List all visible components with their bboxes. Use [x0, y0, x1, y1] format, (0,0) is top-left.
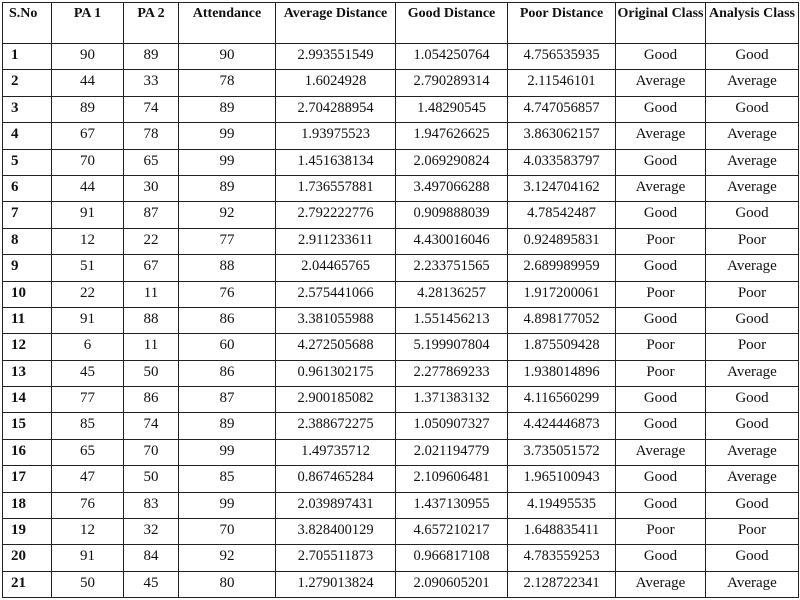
cell-average-distance: 3.828400129 [276, 519, 396, 545]
cell-analysis-class: Good [706, 44, 799, 70]
cell-good-distance: 2.090605201 [396, 571, 508, 597]
cell-attendance: 87 [179, 387, 276, 413]
cell-original-class: Average [616, 571, 706, 597]
cell-good-distance: 4.430016046 [396, 228, 508, 254]
table-row [3, 96, 799, 122]
cell-average-distance: 2.900185082 [276, 387, 396, 413]
cell-original-class: Good [616, 413, 706, 439]
cell-original-class: Good [616, 255, 706, 281]
cell-attendance: 76 [179, 281, 276, 307]
header-row [3, 3, 799, 44]
cell-original-class: Good [616, 387, 706, 413]
cell-good-distance: 4.657210217 [396, 519, 508, 545]
cell-good-distance: 2.277869233 [396, 360, 508, 386]
cell-poor-distance: 1.965100943 [508, 466, 616, 492]
cell-attendance: 85 [179, 466, 276, 492]
cell-average-distance: 2.575441066 [276, 281, 396, 307]
cell-average-distance: 3.381055988 [276, 307, 396, 333]
cell-pa2: 87 [124, 202, 179, 228]
cell-pa2: 89 [124, 44, 179, 70]
cell-pa2: 65 [124, 149, 179, 175]
cell-pa1: 51 [52, 255, 124, 281]
cell-sno: 10 [3, 281, 52, 307]
cell-attendance: 92 [179, 202, 276, 228]
cell-pa1: 90 [52, 44, 124, 70]
cell-good-distance: 2.069290824 [396, 149, 508, 175]
cell-pa2: 78 [124, 123, 179, 149]
cell-pa1: 91 [52, 545, 124, 571]
table-row [3, 228, 799, 254]
cell-pa2: 84 [124, 545, 179, 571]
cell-pa1: 89 [52, 96, 124, 122]
cell-average-distance: 2.911233611 [276, 228, 396, 254]
table-row [3, 360, 799, 386]
cell-analysis-class: Good [706, 387, 799, 413]
table-body [3, 44, 799, 598]
cell-original-class: Good [616, 96, 706, 122]
cell-good-distance: 1.947626625 [396, 123, 508, 149]
table-row [3, 123, 799, 149]
table-row [3, 492, 799, 518]
cell-good-distance: 1.551456213 [396, 307, 508, 333]
cell-original-class: Good [616, 202, 706, 228]
table-row [3, 439, 799, 465]
cell-good-distance: 1.050907327 [396, 413, 508, 439]
cell-sno: 9 [3, 255, 52, 281]
header-attendance: Attendance [179, 3, 276, 44]
cell-analysis-class: Good [706, 492, 799, 518]
cell-original-class: Poor [616, 519, 706, 545]
cell-good-distance: 2.233751565 [396, 255, 508, 281]
table-row [3, 334, 799, 360]
cell-original-class: Average [616, 175, 706, 201]
cell-pa2: 86 [124, 387, 179, 413]
cell-analysis-class: Poor [706, 519, 799, 545]
cell-original-class: Good [616, 307, 706, 333]
cell-attendance: 77 [179, 228, 276, 254]
cell-pa1: 76 [52, 492, 124, 518]
table-row [3, 70, 799, 96]
cell-attendance: 88 [179, 255, 276, 281]
cell-pa2: 50 [124, 466, 179, 492]
cell-analysis-class: Average [706, 175, 799, 201]
cell-original-class: Poor [616, 360, 706, 386]
cell-attendance: 90 [179, 44, 276, 70]
cell-pa1: 67 [52, 123, 124, 149]
header-pa2: PA 2 [124, 3, 179, 44]
cell-sno: 15 [3, 413, 52, 439]
cell-pa1: 70 [52, 149, 124, 175]
cell-attendance: 78 [179, 70, 276, 96]
cell-good-distance: 3.497066288 [396, 175, 508, 201]
cell-pa1: 12 [52, 228, 124, 254]
cell-analysis-class: Good [706, 202, 799, 228]
cell-analysis-class: Good [706, 545, 799, 571]
cell-attendance: 99 [179, 492, 276, 518]
cell-pa2: 30 [124, 175, 179, 201]
cell-poor-distance: 4.19495535 [508, 492, 616, 518]
header-poor-distance: Poor Distance [508, 3, 616, 44]
table-row [3, 202, 799, 228]
cell-good-distance: 2.021194779 [396, 439, 508, 465]
cell-sno: 8 [3, 228, 52, 254]
cell-sno: 13 [3, 360, 52, 386]
cell-attendance: 99 [179, 439, 276, 465]
cell-average-distance: 1.279013824 [276, 571, 396, 597]
cell-pa2: 33 [124, 70, 179, 96]
cell-attendance: 60 [179, 334, 276, 360]
cell-attendance: 80 [179, 571, 276, 597]
cell-poor-distance: 1.917200061 [508, 281, 616, 307]
cell-average-distance: 2.388672275 [276, 413, 396, 439]
cell-original-class: Good [616, 44, 706, 70]
cell-poor-distance: 3.735051572 [508, 439, 616, 465]
cell-pa1: 12 [52, 519, 124, 545]
cell-pa2: 83 [124, 492, 179, 518]
cell-poor-distance: 0.924895831 [508, 228, 616, 254]
cell-analysis-class: Poor [706, 228, 799, 254]
cell-average-distance: 0.961302175 [276, 360, 396, 386]
cell-pa1: 77 [52, 387, 124, 413]
cell-analysis-class: Poor [706, 334, 799, 360]
cell-poor-distance: 2.689989959 [508, 255, 616, 281]
cell-good-distance: 0.909888039 [396, 202, 508, 228]
cell-original-class: Poor [616, 334, 706, 360]
cell-analysis-class: Average [706, 571, 799, 597]
cell-pa2: 11 [124, 334, 179, 360]
table-row [3, 255, 799, 281]
cell-analysis-class: Average [706, 360, 799, 386]
cell-poor-distance: 4.116560299 [508, 387, 616, 413]
cell-pa1: 45 [52, 360, 124, 386]
cell-good-distance: 2.790289314 [396, 70, 508, 96]
cell-sno: 14 [3, 387, 52, 413]
table-row [3, 281, 799, 307]
cell-pa1: 6 [52, 334, 124, 360]
cell-pa2: 74 [124, 413, 179, 439]
cell-good-distance: 4.28136257 [396, 281, 508, 307]
cell-pa1: 47 [52, 466, 124, 492]
cell-analysis-class: Average [706, 439, 799, 465]
cell-average-distance: 0.867465284 [276, 466, 396, 492]
cell-pa1: 65 [52, 439, 124, 465]
table-row [3, 307, 799, 333]
cell-analysis-class: Good [706, 96, 799, 122]
cell-poor-distance: 3.124704162 [508, 175, 616, 201]
cell-pa1: 44 [52, 70, 124, 96]
table-row [3, 44, 799, 70]
cell-poor-distance: 4.747056857 [508, 96, 616, 122]
cell-poor-distance: 2.11546101 [508, 70, 616, 96]
cell-sno: 19 [3, 519, 52, 545]
table-row [3, 466, 799, 492]
header-average-distance: Average Distance [276, 3, 396, 44]
cell-average-distance: 4.272505688 [276, 334, 396, 360]
cell-attendance: 89 [179, 413, 276, 439]
cell-pa2: 70 [124, 439, 179, 465]
cell-pa1: 91 [52, 307, 124, 333]
cell-sno: 5 [3, 149, 52, 175]
cell-analysis-class: Good [706, 413, 799, 439]
cell-pa2: 45 [124, 571, 179, 597]
cell-sno: 11 [3, 307, 52, 333]
header-good-distance: Good Distance [396, 3, 508, 44]
cell-average-distance: 1.93975523 [276, 123, 396, 149]
header-sno: S.No [3, 3, 52, 44]
cell-poor-distance: 1.938014896 [508, 360, 616, 386]
table-row [3, 175, 799, 201]
cell-pa1: 22 [52, 281, 124, 307]
cell-original-class: Poor [616, 228, 706, 254]
cell-poor-distance: 2.128722341 [508, 571, 616, 597]
cell-pa2: 22 [124, 228, 179, 254]
cell-attendance: 89 [179, 175, 276, 201]
cell-poor-distance: 4.78542487 [508, 202, 616, 228]
cell-pa2: 67 [124, 255, 179, 281]
cell-average-distance: 2.792222776 [276, 202, 396, 228]
cell-poor-distance: 4.033583797 [508, 149, 616, 175]
cell-sno: 7 [3, 202, 52, 228]
cell-good-distance: 2.109606481 [396, 466, 508, 492]
table-row [3, 413, 799, 439]
cell-poor-distance: 4.424446873 [508, 413, 616, 439]
cell-pa2: 88 [124, 307, 179, 333]
table-row [3, 545, 799, 571]
cell-average-distance: 1.736557881 [276, 175, 396, 201]
cell-original-class: Poor [616, 281, 706, 307]
cell-analysis-class: Average [706, 70, 799, 96]
cell-analysis-class: Average [706, 255, 799, 281]
cell-attendance: 86 [179, 360, 276, 386]
cell-original-class: Average [616, 439, 706, 465]
cell-original-class: Average [616, 70, 706, 96]
cell-average-distance: 2.704288954 [276, 96, 396, 122]
cell-sno: 16 [3, 439, 52, 465]
cell-sno: 12 [3, 334, 52, 360]
cell-original-class: Good [616, 149, 706, 175]
cell-average-distance: 1.6024928 [276, 70, 396, 96]
cell-average-distance: 1.451638134 [276, 149, 396, 175]
cell-sno: 18 [3, 492, 52, 518]
cell-poor-distance: 1.875509428 [508, 334, 616, 360]
results-table [2, 2, 799, 598]
cell-sno: 3 [3, 96, 52, 122]
table-row [3, 149, 799, 175]
cell-original-class: Good [616, 466, 706, 492]
cell-analysis-class: Average [706, 149, 799, 175]
cell-good-distance: 0.966817108 [396, 545, 508, 571]
cell-pa2: 50 [124, 360, 179, 386]
cell-sno: 6 [3, 175, 52, 201]
cell-original-class: Good [616, 492, 706, 518]
cell-sno: 2 [3, 70, 52, 96]
cell-attendance: 92 [179, 545, 276, 571]
cell-average-distance: 1.49735712 [276, 439, 396, 465]
cell-good-distance: 5.199907804 [396, 334, 508, 360]
cell-pa2: 74 [124, 96, 179, 122]
cell-average-distance: 2.993551549 [276, 44, 396, 70]
cell-pa1: 85 [52, 413, 124, 439]
cell-good-distance: 1.054250764 [396, 44, 508, 70]
cell-good-distance: 1.371383132 [396, 387, 508, 413]
table-row [3, 571, 799, 597]
cell-analysis-class: Poor [706, 281, 799, 307]
cell-original-class: Good [616, 545, 706, 571]
cell-sno: 17 [3, 466, 52, 492]
cell-attendance: 89 [179, 96, 276, 122]
cell-poor-distance: 4.898177052 [508, 307, 616, 333]
cell-sno: 1 [3, 44, 52, 70]
cell-average-distance: 2.039897431 [276, 492, 396, 518]
table-row [3, 387, 799, 413]
cell-attendance: 99 [179, 123, 276, 149]
cell-pa2: 11 [124, 281, 179, 307]
cell-pa1: 91 [52, 202, 124, 228]
cell-poor-distance: 3.863062157 [508, 123, 616, 149]
table-row [3, 519, 799, 545]
cell-good-distance: 1.437130955 [396, 492, 508, 518]
cell-pa1: 50 [52, 571, 124, 597]
cell-pa2: 32 [124, 519, 179, 545]
header-analysis-class: Analysis Class [706, 3, 799, 44]
cell-poor-distance: 4.756535935 [508, 44, 616, 70]
cell-poor-distance: 4.783559253 [508, 545, 616, 571]
cell-sno: 4 [3, 123, 52, 149]
cell-good-distance: 1.48290545 [396, 96, 508, 122]
header-pa1: PA 1 [52, 3, 124, 44]
cell-poor-distance: 1.648835411 [508, 519, 616, 545]
cell-average-distance: 2.705511873 [276, 545, 396, 571]
cell-average-distance: 2.04465765 [276, 255, 396, 281]
header-original-class: Original Class [616, 3, 706, 44]
cell-attendance: 70 [179, 519, 276, 545]
cell-analysis-class: Good [706, 307, 799, 333]
cell-attendance: 86 [179, 307, 276, 333]
cell-analysis-class: Average [706, 466, 799, 492]
cell-sno: 20 [3, 545, 52, 571]
cell-original-class: Average [616, 123, 706, 149]
cell-analysis-class: Average [706, 123, 799, 149]
cell-pa1: 44 [52, 175, 124, 201]
cell-attendance: 99 [179, 149, 276, 175]
cell-sno: 21 [3, 571, 52, 597]
table-header [3, 3, 799, 44]
